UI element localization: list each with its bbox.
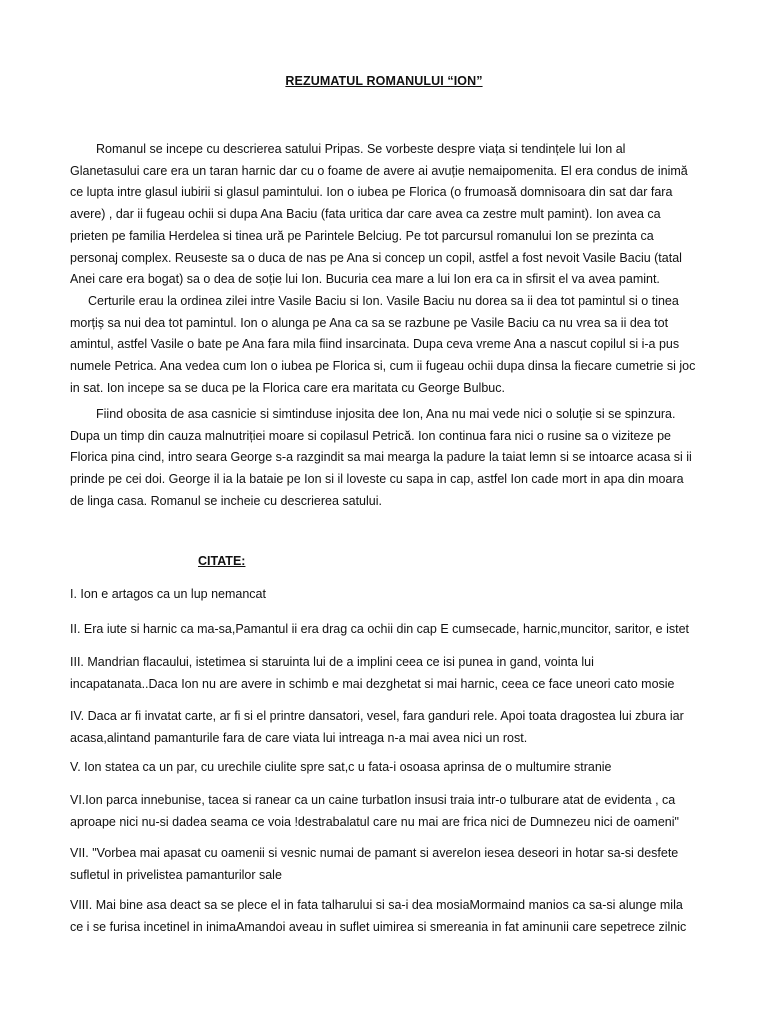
- summary-paragraph-1: Romanul se incepe cu descrierea satului Pripas. Se vorbeste despre viața si tendințele lui Ion al Glanetasului care era un taran harnic dar cu o foame de avere ai avuție nemaipomenita. El era condus de inimă ce lupta intre glasul iubirii si glasul pamintului. Ion o iubea pe Florica (o frumoasă domnisoara din sat dar fara avere) , dar ii fugeau ochii si dupa Ana Baciu (fata uritica dar care avea ca zestre mult pamint). Ion avea ca prieten pe familia Herdelea si tinea ură pe Parintele Belciug. Pe tot parcursul romanului Ion se prezinta ca personaj complex. Reuseste sa o duca de nas pe Ana si concep un copil, astfel a fost nevoit Vasile Baciu (tatal Anei care era bogat) sa o dea de soție lui Ion. Bucuria cea mare a lui Ion era ca in sfirsit el va avea pamint.: [70, 142, 688, 287]
- quote-item: IV. Daca ar fi invatat carte, ar fi si el printre dansatori, vesel, fara ganduri rele. Apoi toata dragostea lui zbura iar acasa,alintand pamanturile fara de care viata lui intreaga n-a mai avea nici un rost.: [70, 709, 684, 745]
- quote-item: VI.Ion parca innebunise, tacea si ranear ca un caine turbatIon insusi traia intr-o tulburare atat de evidenta , ca aproape nici nu-si dadea seama ce voia !destrabalatul care nu mai are frica nici de Dumnezeu nici de oameni": [70, 793, 679, 829]
- citate-heading: CITATE:: [198, 554, 246, 568]
- quote-item: I. Ion e artagos ca un lup nemancat: [70, 587, 266, 601]
- document-title: REZUMATUL ROMANULUI “ION”: [285, 74, 483, 88]
- quote-item: V. Ion statea ca un par, cu urechile ciulite spre sat,c u fata-i osoasa aprinsa de o multumire stranie: [70, 760, 612, 774]
- summary-paragraph-3: Fiind obosita de asa casnicie si simtinduse injosita dee Ion, Ana nu mai vede nici o soluție si se spinzura. Dupa un timp din cauza malnutriției moare si copilasul Petrică. Ion continua fara nici o rusine sa o viziteze pe Florica pina cind, intro seara George s-a razgindit sa mai mearga la padure la taiat lemn si se intoarce acasa si ii prinde pe cei doi. George il ia la bataie pe Ion si il loveste cu sapa in cap, astfel Ion cade mort in apa din moara de linga casa. Romanul se incheie cu descrierea satului.: [70, 407, 692, 508]
- quote-item: III. Mandrian flacaului, istetimea si staruinta lui de a implini ceea ce isi punea in gand, vointa lui incapatanata..Daca Ion nu are avere in schimb e mai dezghetat si mai harnic, ceea ce face uneori cato mosie: [70, 655, 675, 691]
- summary-paragraph-2: Certurile erau la ordinea zilei intre Vasile Baciu si Ion. Vasile Baciu nu dorea sa ii dea tot pamintul si o tinea morțiș sa nui dea tot pamintul. Ion o alunga pe Ana ca sa se razbune pe Vasile Baciu ca nu vrea sa ii dea tot amintul, astfel Vasile o bate pe Ana fara mila fiind insarcinata. Dupa ceva vreme Ana a nascut copilul si i-a pus numele Petrica. Ana vedea cum Ion o iubea pe Florica si, cum ii fugeau ochii dupa dinsa la fiecare cumetrie si joc in sat. Ion incepe sa se duca pe la Florica care era maritata cu George Bulbuc.: [70, 294, 696, 395]
- quote-item: VII. "Vorbea mai apasat cu oamenii si vesnic numai de pamant si avereIon iesea deseori in hotar sa-si desfete sufletul in privelistea pamanturilor sale: [70, 846, 679, 882]
- quote-item: VIII. Mai bine asa deact sa se plece el in fata talharului si sa-i dea mosiaMormaind manios ca sa-si alunge mila ce i se furisa incetinel in inimaAmandoi aveau in suflet uimirea si smereania in fat aminunii care sepetrece zilnic: [70, 898, 687, 934]
- quote-item: II. Era iute si harnic ca ma-sa,Pamantul ii era drag ca ochii din cap E cumsecade, harnic,muncitor, saritor, e istet: [70, 622, 690, 636]
